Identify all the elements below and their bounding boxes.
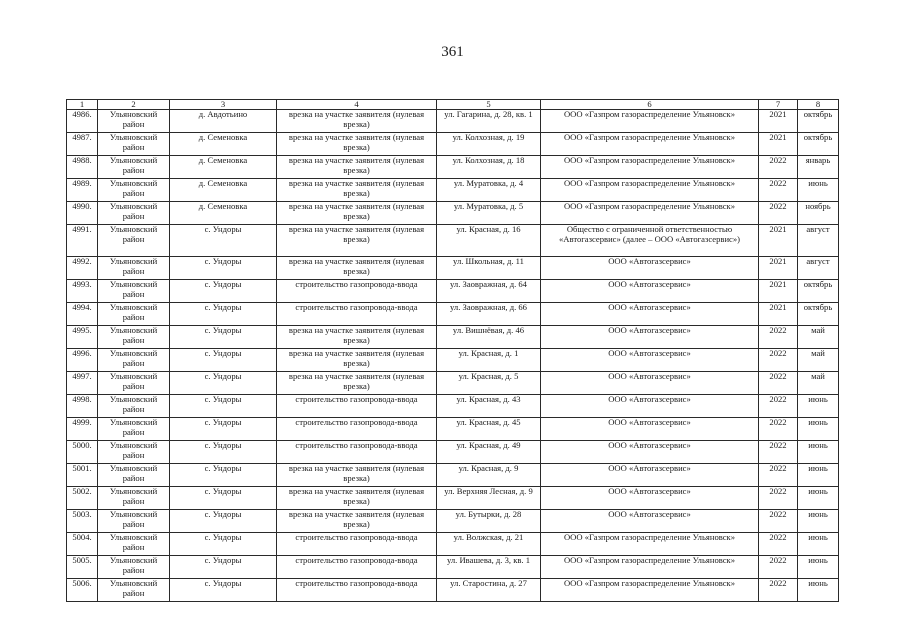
table-row: [67, 326, 839, 349]
month-cell: ноябрь: [798, 202, 839, 225]
organization-cell: ООО «Автогазсервис»: [541, 418, 759, 441]
settlement-cell: с. Ундоры: [170, 395, 277, 418]
column-header-8: 8: [798, 100, 839, 110]
year-cell: 2021: [759, 133, 798, 156]
work-type-cell: врезка на участке заявителя (нулевая врезка): [277, 202, 437, 225]
work-type-cell: строительство газопровода-ввода: [277, 533, 437, 556]
table-row: [67, 372, 839, 395]
column-header-7: 7: [759, 100, 798, 110]
row-number: 5001.: [67, 464, 98, 487]
organization-cell: ООО «Газпром газораспределение Ульяновск»: [541, 179, 759, 202]
settlement-cell: с. Ундоры: [170, 257, 277, 280]
organization-cell: ООО «Автогазсервис»: [541, 303, 759, 326]
address-cell: ул. Красная, д. 5: [437, 372, 541, 395]
district-cell: Ульяновский район: [98, 225, 170, 257]
district-cell: Ульяновский район: [98, 418, 170, 441]
work-type-cell: врезка на участке заявителя (нулевая врезка): [277, 487, 437, 510]
settlement-cell: с. Ундоры: [170, 510, 277, 533]
organization-cell: ООО «Автогазсервис»: [541, 349, 759, 372]
year-cell: 2021: [759, 280, 798, 303]
address-cell: ул. Муратовка, д. 4: [437, 179, 541, 202]
work-type-cell: строительство газопровода-ввода: [277, 303, 437, 326]
district-cell: Ульяновский район: [98, 133, 170, 156]
district-cell: Ульяновский район: [98, 464, 170, 487]
organization-cell: ООО «Газпром газораспределение Ульяновск»: [541, 110, 759, 133]
work-type-cell: строительство газопровода-ввода: [277, 441, 437, 464]
month-cell: январь: [798, 156, 839, 179]
row-number: 4991.: [67, 225, 98, 257]
row-number: 5004.: [67, 533, 98, 556]
work-type-cell: строительство газопровода-ввода: [277, 418, 437, 441]
row-number: 5000.: [67, 441, 98, 464]
month-cell: июнь: [798, 441, 839, 464]
table-row: [67, 280, 839, 303]
district-cell: Ульяновский район: [98, 280, 170, 303]
address-cell: ул. Красная, д. 43: [437, 395, 541, 418]
table-row: [67, 110, 839, 133]
work-type-cell: врезка на участке заявителя (нулевая врезка): [277, 510, 437, 533]
organization-cell: ООО «Газпром газораспределение Ульяновск»: [541, 156, 759, 179]
organization-cell: ООО «Газпром газораспределение Ульяновск»: [541, 579, 759, 602]
row-number: 4987.: [67, 133, 98, 156]
work-type-cell: врезка на участке заявителя (нулевая врезка): [277, 372, 437, 395]
year-cell: 2022: [759, 326, 798, 349]
month-cell: октябрь: [798, 303, 839, 326]
settlement-cell: д. Семеновка: [170, 202, 277, 225]
row-number: 4988.: [67, 156, 98, 179]
organization-cell: ООО «Автогазсервис»: [541, 464, 759, 487]
year-cell: 2022: [759, 202, 798, 225]
table-header: [67, 100, 839, 110]
year-cell: 2022: [759, 487, 798, 510]
table-row: [67, 349, 839, 372]
table-row: [67, 156, 839, 179]
work-type-cell: строительство газопровода-ввода: [277, 395, 437, 418]
organization-cell: ООО «Автогазсервис»: [541, 395, 759, 418]
year-cell: 2022: [759, 556, 798, 579]
settlement-cell: с. Ундоры: [170, 349, 277, 372]
address-cell: ул. Старостина, д. 27: [437, 579, 541, 602]
work-type-cell: врезка на участке заявителя (нулевая врезка): [277, 133, 437, 156]
table-row: [67, 533, 839, 556]
row-number: 4997.: [67, 372, 98, 395]
organization-cell: ООО «Автогазсервис»: [541, 257, 759, 280]
address-cell: ул. Красная, д. 1: [437, 349, 541, 372]
month-cell: июнь: [798, 418, 839, 441]
district-cell: Ульяновский район: [98, 533, 170, 556]
organization-cell: ООО «Автогазсервис»: [541, 510, 759, 533]
row-number: 5003.: [67, 510, 98, 533]
table-row: [67, 418, 839, 441]
table-row: [67, 510, 839, 533]
gasification-registry-table: [66, 99, 839, 602]
year-cell: 2022: [759, 156, 798, 179]
year-cell: 2022: [759, 579, 798, 602]
work-type-cell: врезка на участке заявителя (нулевая врезка): [277, 225, 437, 257]
settlement-cell: с. Ундоры: [170, 533, 277, 556]
month-cell: октябрь: [798, 133, 839, 156]
work-type-cell: врезка на участке заявителя (нулевая врезка): [277, 326, 437, 349]
row-number: 4996.: [67, 349, 98, 372]
column-header-4: 4: [277, 100, 437, 110]
address-cell: ул. Заовражная, д. 64: [437, 280, 541, 303]
column-header-6: 6: [541, 100, 759, 110]
table-row: [67, 441, 839, 464]
work-type-cell: врезка на участке заявителя (нулевая врезка): [277, 156, 437, 179]
table-body: [67, 110, 839, 602]
row-number: 5006.: [67, 579, 98, 602]
settlement-cell: с. Ундоры: [170, 372, 277, 395]
table-row: [67, 464, 839, 487]
settlement-cell: с. Ундоры: [170, 556, 277, 579]
row-number: 4993.: [67, 280, 98, 303]
settlement-cell: д. Авдотьино: [170, 110, 277, 133]
table-row: [67, 303, 839, 326]
district-cell: Ульяновский район: [98, 395, 170, 418]
organization-cell: ООО «Автогазсервис»: [541, 487, 759, 510]
row-number: 4990.: [67, 202, 98, 225]
settlement-cell: с. Ундоры: [170, 579, 277, 602]
column-header-3: 3: [170, 100, 277, 110]
row-number: 4999.: [67, 418, 98, 441]
work-type-cell: врезка на участке заявителя (нулевая врезка): [277, 110, 437, 133]
row-number: 5005.: [67, 556, 98, 579]
address-cell: ул. Красная, д. 16: [437, 225, 541, 257]
settlement-cell: с. Ундоры: [170, 464, 277, 487]
month-cell: август: [798, 257, 839, 280]
page-number: 361: [441, 44, 464, 60]
address-cell: ул. Заовражная, д. 66: [437, 303, 541, 326]
year-cell: 2021: [759, 303, 798, 326]
work-type-cell: строительство газопровода-ввода: [277, 280, 437, 303]
year-cell: 2021: [759, 225, 798, 257]
work-type-cell: врезка на участке заявителя (нулевая врезка): [277, 257, 437, 280]
district-cell: Ульяновский район: [98, 110, 170, 133]
address-cell: ул. Гагарина, д. 28, кв. 1: [437, 110, 541, 133]
work-type-cell: строительство газопровода-ввода: [277, 556, 437, 579]
table-row: [67, 225, 839, 257]
month-cell: июнь: [798, 464, 839, 487]
year-cell: 2022: [759, 372, 798, 395]
settlement-cell: д. Семеновка: [170, 156, 277, 179]
address-cell: ул. Бутырки, д. 28: [437, 510, 541, 533]
address-cell: ул. Колхозная, д. 18: [437, 156, 541, 179]
address-cell: ул. Ивашева, д. 3, кв. 1: [437, 556, 541, 579]
month-cell: май: [798, 372, 839, 395]
year-cell: 2022: [759, 533, 798, 556]
district-cell: Ульяновский район: [98, 579, 170, 602]
settlement-cell: с. Ундоры: [170, 303, 277, 326]
column-header-1: 1: [67, 100, 98, 110]
district-cell: Ульяновский район: [98, 303, 170, 326]
settlement-cell: с. Ундоры: [170, 326, 277, 349]
district-cell: Ульяновский район: [98, 349, 170, 372]
organization-cell: ООО «Автогазсервис»: [541, 280, 759, 303]
year-cell: 2021: [759, 257, 798, 280]
district-cell: Ульяновский район: [98, 441, 170, 464]
column-number-row: [67, 100, 839, 110]
district-cell: Ульяновский район: [98, 202, 170, 225]
row-number: 4995.: [67, 326, 98, 349]
table-row: [67, 202, 839, 225]
month-cell: май: [798, 349, 839, 372]
row-number: 4994.: [67, 303, 98, 326]
year-cell: 2022: [759, 395, 798, 418]
organization-cell: ООО «Газпром газораспределение Ульяновск»: [541, 533, 759, 556]
district-cell: Ульяновский район: [98, 257, 170, 280]
year-cell: 2022: [759, 179, 798, 202]
month-cell: июнь: [798, 579, 839, 602]
address-cell: ул. Верхняя Лесная, д. 9: [437, 487, 541, 510]
month-cell: октябрь: [798, 110, 839, 133]
work-type-cell: врезка на участке заявителя (нулевая врезка): [277, 179, 437, 202]
year-cell: 2022: [759, 441, 798, 464]
settlement-cell: с. Ундоры: [170, 225, 277, 257]
row-number: 4992.: [67, 257, 98, 280]
settlement-cell: с. Ундоры: [170, 418, 277, 441]
month-cell: июнь: [798, 533, 839, 556]
month-cell: июнь: [798, 510, 839, 533]
address-cell: ул. Школьная, д. 11: [437, 257, 541, 280]
year-cell: 2022: [759, 464, 798, 487]
address-cell: ул. Волжская, д. 21: [437, 533, 541, 556]
address-cell: ул. Красная, д. 45: [437, 418, 541, 441]
table-row: [67, 179, 839, 202]
table-row: [67, 133, 839, 156]
row-number: 4998.: [67, 395, 98, 418]
table-row: [67, 487, 839, 510]
table-row: [67, 257, 839, 280]
settlement-cell: с. Ундоры: [170, 441, 277, 464]
row-number: 5002.: [67, 487, 98, 510]
table-row: [67, 395, 839, 418]
settlement-cell: д. Семеновка: [170, 179, 277, 202]
work-type-cell: врезка на участке заявителя (нулевая врезка): [277, 464, 437, 487]
organization-cell: ООО «Автогазсервис»: [541, 372, 759, 395]
address-cell: ул. Красная, д. 9: [437, 464, 541, 487]
organization-cell: ООО «Газпром газораспределение Ульяновск»: [541, 202, 759, 225]
month-cell: октябрь: [798, 280, 839, 303]
year-cell: 2022: [759, 418, 798, 441]
district-cell: Ульяновский район: [98, 372, 170, 395]
district-cell: Ульяновский район: [98, 326, 170, 349]
settlement-cell: с. Ундоры: [170, 280, 277, 303]
month-cell: май: [798, 326, 839, 349]
column-header-5: 5: [437, 100, 541, 110]
row-number: 4986.: [67, 110, 98, 133]
district-cell: Ульяновский район: [98, 179, 170, 202]
organization-cell: Общество с ограниченной ответственностью «Автогазсервис» (далее – ООО «Автогазсервис»): [541, 225, 759, 257]
district-cell: Ульяновский район: [98, 156, 170, 179]
table-row: [67, 556, 839, 579]
row-number: 4989.: [67, 179, 98, 202]
work-type-cell: строительство газопровода-ввода: [277, 579, 437, 602]
settlement-cell: д. Семеновка: [170, 133, 277, 156]
district-cell: Ульяновский район: [98, 556, 170, 579]
month-cell: июнь: [798, 487, 839, 510]
month-cell: август: [798, 225, 839, 257]
year-cell: 2022: [759, 510, 798, 533]
settlement-cell: с. Ундоры: [170, 487, 277, 510]
organization-cell: ООО «Газпром газораспределение Ульяновск»: [541, 556, 759, 579]
address-cell: ул. Колхозная, д. 19: [437, 133, 541, 156]
month-cell: июнь: [798, 556, 839, 579]
address-cell: ул. Вишнёвая, д. 46: [437, 326, 541, 349]
column-header-2: 2: [98, 100, 170, 110]
district-cell: Ульяновский район: [98, 487, 170, 510]
organization-cell: ООО «Газпром газораспределение Ульяновск»: [541, 133, 759, 156]
year-cell: 2021: [759, 110, 798, 133]
work-type-cell: врезка на участке заявителя (нулевая врезка): [277, 349, 437, 372]
year-cell: 2022: [759, 349, 798, 372]
organization-cell: ООО «Автогазсервис»: [541, 326, 759, 349]
district-cell: Ульяновский район: [98, 510, 170, 533]
month-cell: июнь: [798, 395, 839, 418]
address-cell: ул. Красная, д. 49: [437, 441, 541, 464]
organization-cell: ООО «Автогазсервис»: [541, 441, 759, 464]
month-cell: июнь: [798, 179, 839, 202]
address-cell: ул. Муратовка, д. 5: [437, 202, 541, 225]
table-row: [67, 579, 839, 602]
